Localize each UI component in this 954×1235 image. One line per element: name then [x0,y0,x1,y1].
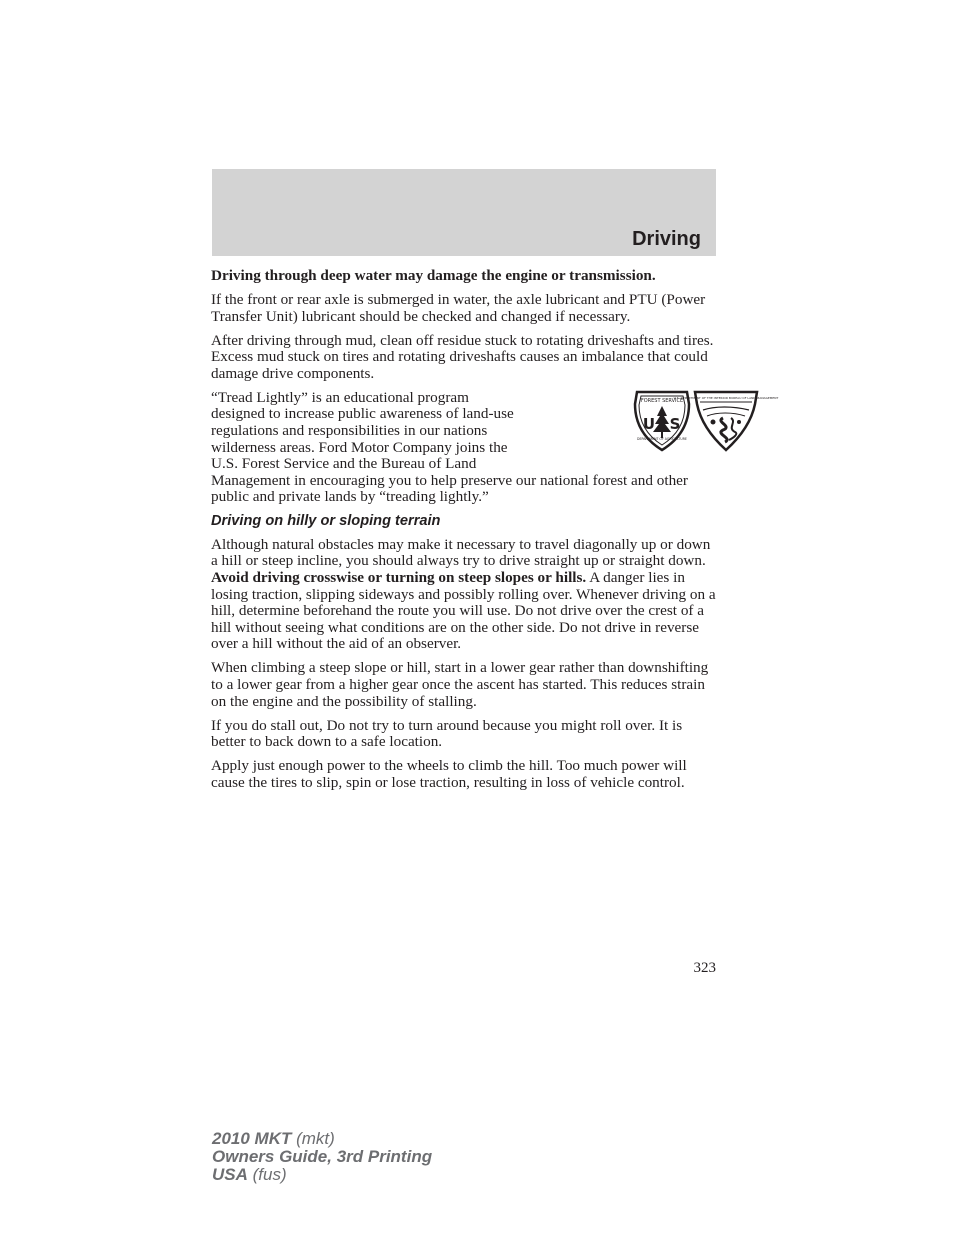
paragraph-tread-lightly [211,388,779,506]
footer-model: 2010 MKT [212,1129,292,1148]
paragraph-stall: If you do stall out, Do not try to turn around because you might roll over. It is better to back down to a safe location. [211,716,683,751]
footer-guide: Owners Guide, 3rd Printing [212,1147,433,1166]
paragraph-power: Apply just enough power to the wheels to climb the hill. Too much power will cause the tires to slip, spin or lose traction, resulting in loss of vehicle control. [211,757,687,791]
footer-model-line [212,1130,432,1148]
paragraph-climbing: When climbing a steep slope or hill, start in a lower gear rather than downshifting to a lower gear from a higher gear once the ascent has started. This reduces strain on the engine and the possibility of stalling. [211,659,709,710]
hilly-text-end: A danger lies in losing traction, slipping sideways and possibly rolling over. Whenever driving on a hill, determine beforehand the route you will use. Do not drive over the crest of a hill without seeing what conditions are on the other side. Do not drive in reverse over a hill without the aid of an observer. [211,569,716,653]
page-number: 323 [693,960,716,976]
water-warning: Driving through deep water may damage the engine or transmission. [211,267,656,284]
forest-service-bottom-text: DEPARTMENT OF AGRICULTURE [637,436,687,441]
paragraph-axle: If the front or rear axle is submerged in water, the axle lubricant and PTU (Power Transfer Unit) lubricant should be checked and changed if necessary. [211,290,706,325]
footer-region: USA [212,1165,248,1184]
hilly-text-start: Although natural obstacles may make it necessary to travel diagonally up or down a hill or steep incline, you should always try to drive straight up or straight down. [211,535,711,570]
agency-logos [531,390,779,460]
page-content [211,267,779,799]
footer-region-line [212,1166,432,1184]
subheading-hilly-terrain: Driving on hilly or sloping terrain [211,513,441,530]
section-title: Driving [632,228,701,250]
forest-service-letter-s: S [669,414,681,433]
footer-model-code: (mkt) [291,1129,335,1148]
forest-service-top-text: FOREST SERVICE [640,397,684,404]
section-header-band [212,169,716,256]
blm-top-text: U.S. DEPARTMENT OF THE INTERIOR BUREAU OF LAND MANAGEMENT [673,395,779,400]
blm-shield-icon [673,390,779,452]
footer-region-code: (fus) [247,1165,287,1184]
forest-service-letter-u: U [642,414,656,433]
paragraph-mud: After driving through mud, clean off residue stuck to rotating driveshafts and tires. Excess mud stuck on tires and rotating driveshafts causes an imbalance that could damage drive components. [211,331,714,382]
paragraph-hilly [211,537,717,653]
hilly-warning-bold: Avoid driving crosswise or turning on steep slopes or hills. [211,569,587,587]
document-footer [212,1130,432,1184]
tread-lightly-text: “Tread Lightly” is an educational program designed to increase public awareness of land-use regulations and responsibilities in our nations wilderness areas. Ford Motor Company joins the U.S. Forest Service and the Bureau of Land Management in encouraging you to help preserve our national forest and other public and private lands by “treading lightly.” [211,388,688,506]
